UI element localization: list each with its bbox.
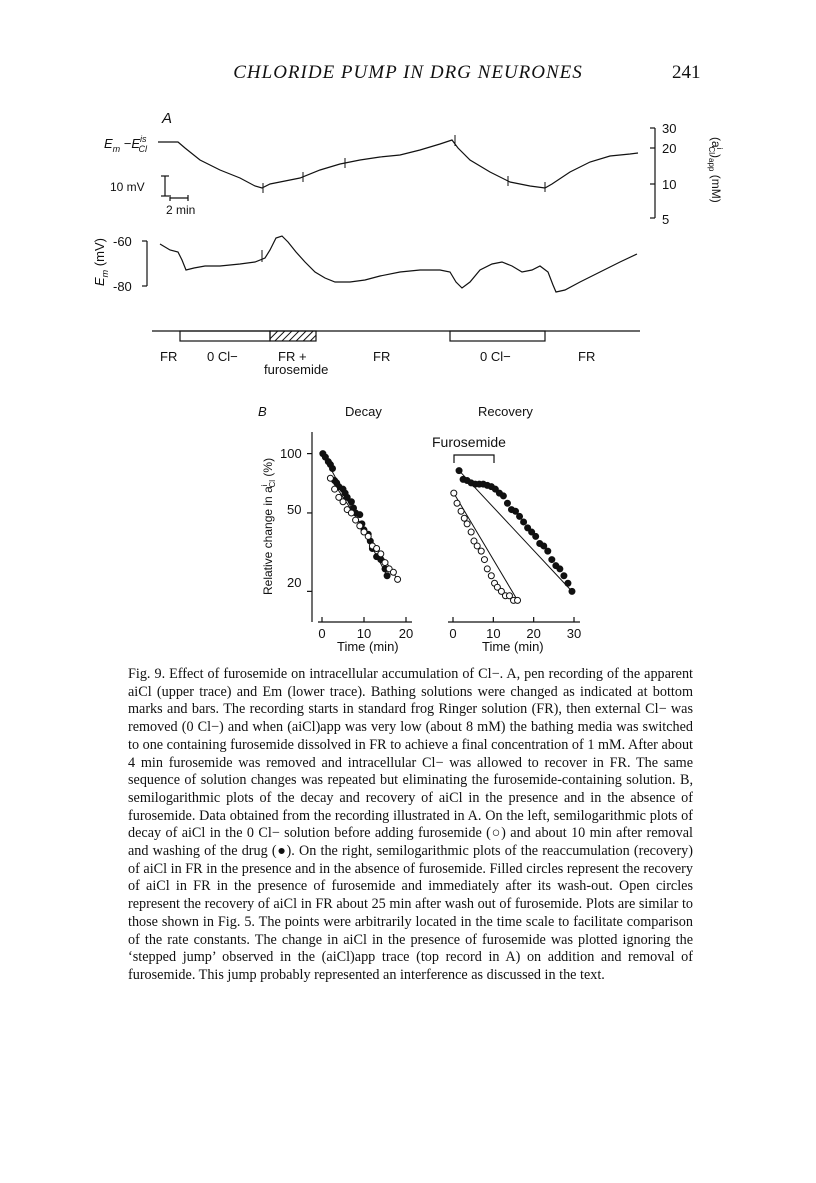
solution-label: FR + xyxy=(278,349,307,364)
em-tick: -80 xyxy=(113,279,132,294)
solution-label: FR xyxy=(373,349,391,364)
open-point xyxy=(332,486,338,492)
filled-point xyxy=(348,499,354,505)
x-tick-label: 0 xyxy=(318,626,326,641)
decay-x-label: Time (min) xyxy=(337,639,399,654)
filled-point xyxy=(517,513,523,519)
open-point xyxy=(357,523,363,529)
solution-bar xyxy=(152,331,640,341)
upper-trace-acl xyxy=(158,140,638,188)
filled-point xyxy=(504,500,510,506)
caption-text: Fig. 9. Effect of furosemide on intracellular accumulation of Cl−. A, pen recording of the apparent aiCl (upper trace) and Em (lower trace). Bathing solutions were changed as indicated at bottom marks and bars. The recording starts in standard frog Ringer solution (FR), then external Cl− was removed (0 Cl−) and when (aiCl)app was very low (about 8 mM) the bathing media was switched to one containing furosemide dissolved in FR to achieve a final concentration of 1 mM. After about 4 min furosemide was removed and intracellular Cl− was allowed to recover in FR. The same sequence of solution changes was repeated but eliminating the furosemide-containing solution. B, semilogarithmic plots of the decay and recovery of aiCl in the presence and in the absence of furosemide. Data obtained from the recording illustrated in A. On the left, semilogarithmic plots of decay of aiCl in the 0 Cl− solution before adding furosemide (○) and about 10 min after removal and washing of the drug (●). On the right, semilogarithmic plots of the reaccumulation (recovery) of aiCl in FR in the presence and in the absence of furosemide. Filled circles represent the recovery of aiCl in FR in the presence of furosemide and immediately after its wash-out. Open circles represent the recovery of aiCl in FR about 25 min after wash out of furosemide. Plots are similar to those shown in Fig. 5. The points were arbitrarily located in the time scale to facilitate comparison of the rate constants. The change in aiCl in the presence of furosemide was plotted ignoring the ‘stepped jump’ observed in the (aiCl)app trace (top record in A) on addition and removal of furosemide. This jump probably represented an interference as discussed in the text. xyxy=(128,666,693,983)
filled-point xyxy=(357,512,363,518)
solution-label: 0 Cl− xyxy=(480,349,511,364)
open-point xyxy=(484,566,490,572)
decay-title: Decay xyxy=(345,404,382,419)
page-number: 241 xyxy=(672,62,701,83)
open-point xyxy=(348,510,354,516)
open-point xyxy=(488,573,494,579)
recovery-plot xyxy=(448,468,581,641)
panel-a-figure xyxy=(0,0,816,380)
x-tick-label: 20 xyxy=(526,626,541,641)
open-point xyxy=(461,515,467,521)
filled-point xyxy=(557,566,563,572)
recovery-title: Recovery xyxy=(478,404,533,419)
x-tick-label: 10 xyxy=(486,626,501,641)
open-point xyxy=(474,543,480,549)
solution-label: FR xyxy=(578,349,596,364)
filled-point xyxy=(456,468,462,474)
upper-trace-marks xyxy=(263,135,545,193)
right-axis-label: $(a^iCl)_{app}$ (mM) xyxy=(707,137,724,203)
recovery-x-label: Time (min) xyxy=(482,639,544,654)
open-point xyxy=(374,546,380,552)
y-axis-label: Relative change in $a^iCl$ (%) xyxy=(260,457,277,595)
open-point xyxy=(515,597,521,603)
right-axis-tick: 30 xyxy=(662,121,677,136)
open-point xyxy=(464,521,470,527)
scale-bars xyxy=(161,176,188,201)
filled-point xyxy=(565,580,571,586)
x-tick-label: 30 xyxy=(566,626,582,641)
open-point xyxy=(468,529,474,535)
panel-a-label: A xyxy=(162,110,173,127)
open-point xyxy=(481,557,487,563)
filled-point xyxy=(533,533,539,539)
open-point xyxy=(353,517,359,523)
open-point xyxy=(327,475,333,481)
solution-label: FR xyxy=(160,349,178,364)
filled-point xyxy=(561,573,567,579)
filled-point xyxy=(541,543,547,549)
filled-point xyxy=(384,573,390,579)
scale-time-label: 2 min xyxy=(166,203,196,217)
furosemide-bracket xyxy=(454,455,494,463)
decay-plot xyxy=(307,432,413,641)
solution-label: 0 Cl− xyxy=(207,349,238,364)
open-point xyxy=(365,533,371,539)
panel-b-figure xyxy=(0,390,816,660)
panel-b-label: B xyxy=(258,404,267,419)
open-point xyxy=(458,508,464,514)
filled-point xyxy=(500,493,506,499)
x-tick-label: 0 xyxy=(449,626,457,641)
upper-trace-label: $E_m -E^{is}$ Cl xyxy=(104,134,148,154)
em-tick: -60 xyxy=(113,234,132,249)
open-point xyxy=(478,548,484,554)
open-point xyxy=(382,560,388,566)
open-point xyxy=(390,569,396,575)
x-tick-label: 20 xyxy=(398,626,414,641)
filled-point xyxy=(521,519,527,525)
x-tick-label: 10 xyxy=(356,626,372,641)
running-header: CHLORIDE PUMP IN DRG NEURONES xyxy=(233,62,583,83)
right-axis-tick: 20 xyxy=(662,141,677,156)
right-axis-tick: 10 xyxy=(662,177,677,192)
figure-caption xyxy=(128,666,693,985)
filled-point xyxy=(513,508,519,514)
filled-point xyxy=(549,557,555,563)
y-tick-label: 50 xyxy=(287,502,302,517)
open-point xyxy=(340,499,346,505)
open-point xyxy=(378,551,384,557)
filled-point xyxy=(545,548,551,554)
y-tick-label: 20 xyxy=(287,575,302,590)
open-point xyxy=(454,500,460,506)
lower-trace-label: $E_m$ (mV) xyxy=(92,238,110,286)
filled-point xyxy=(330,466,336,472)
furosemide-bracket-label: Furosemide xyxy=(432,434,506,450)
open-point xyxy=(451,490,457,496)
open-point xyxy=(395,576,401,582)
solution-label: furosemide xyxy=(264,362,329,377)
right-axis-tick: 5 xyxy=(662,212,670,227)
scale-voltage-label: 10 mV xyxy=(110,180,145,194)
right-axis xyxy=(650,128,655,218)
em-axis xyxy=(142,241,147,286)
lower-trace-em xyxy=(160,236,637,292)
filled-point xyxy=(569,588,575,594)
y-tick-label: 100 xyxy=(280,446,302,461)
